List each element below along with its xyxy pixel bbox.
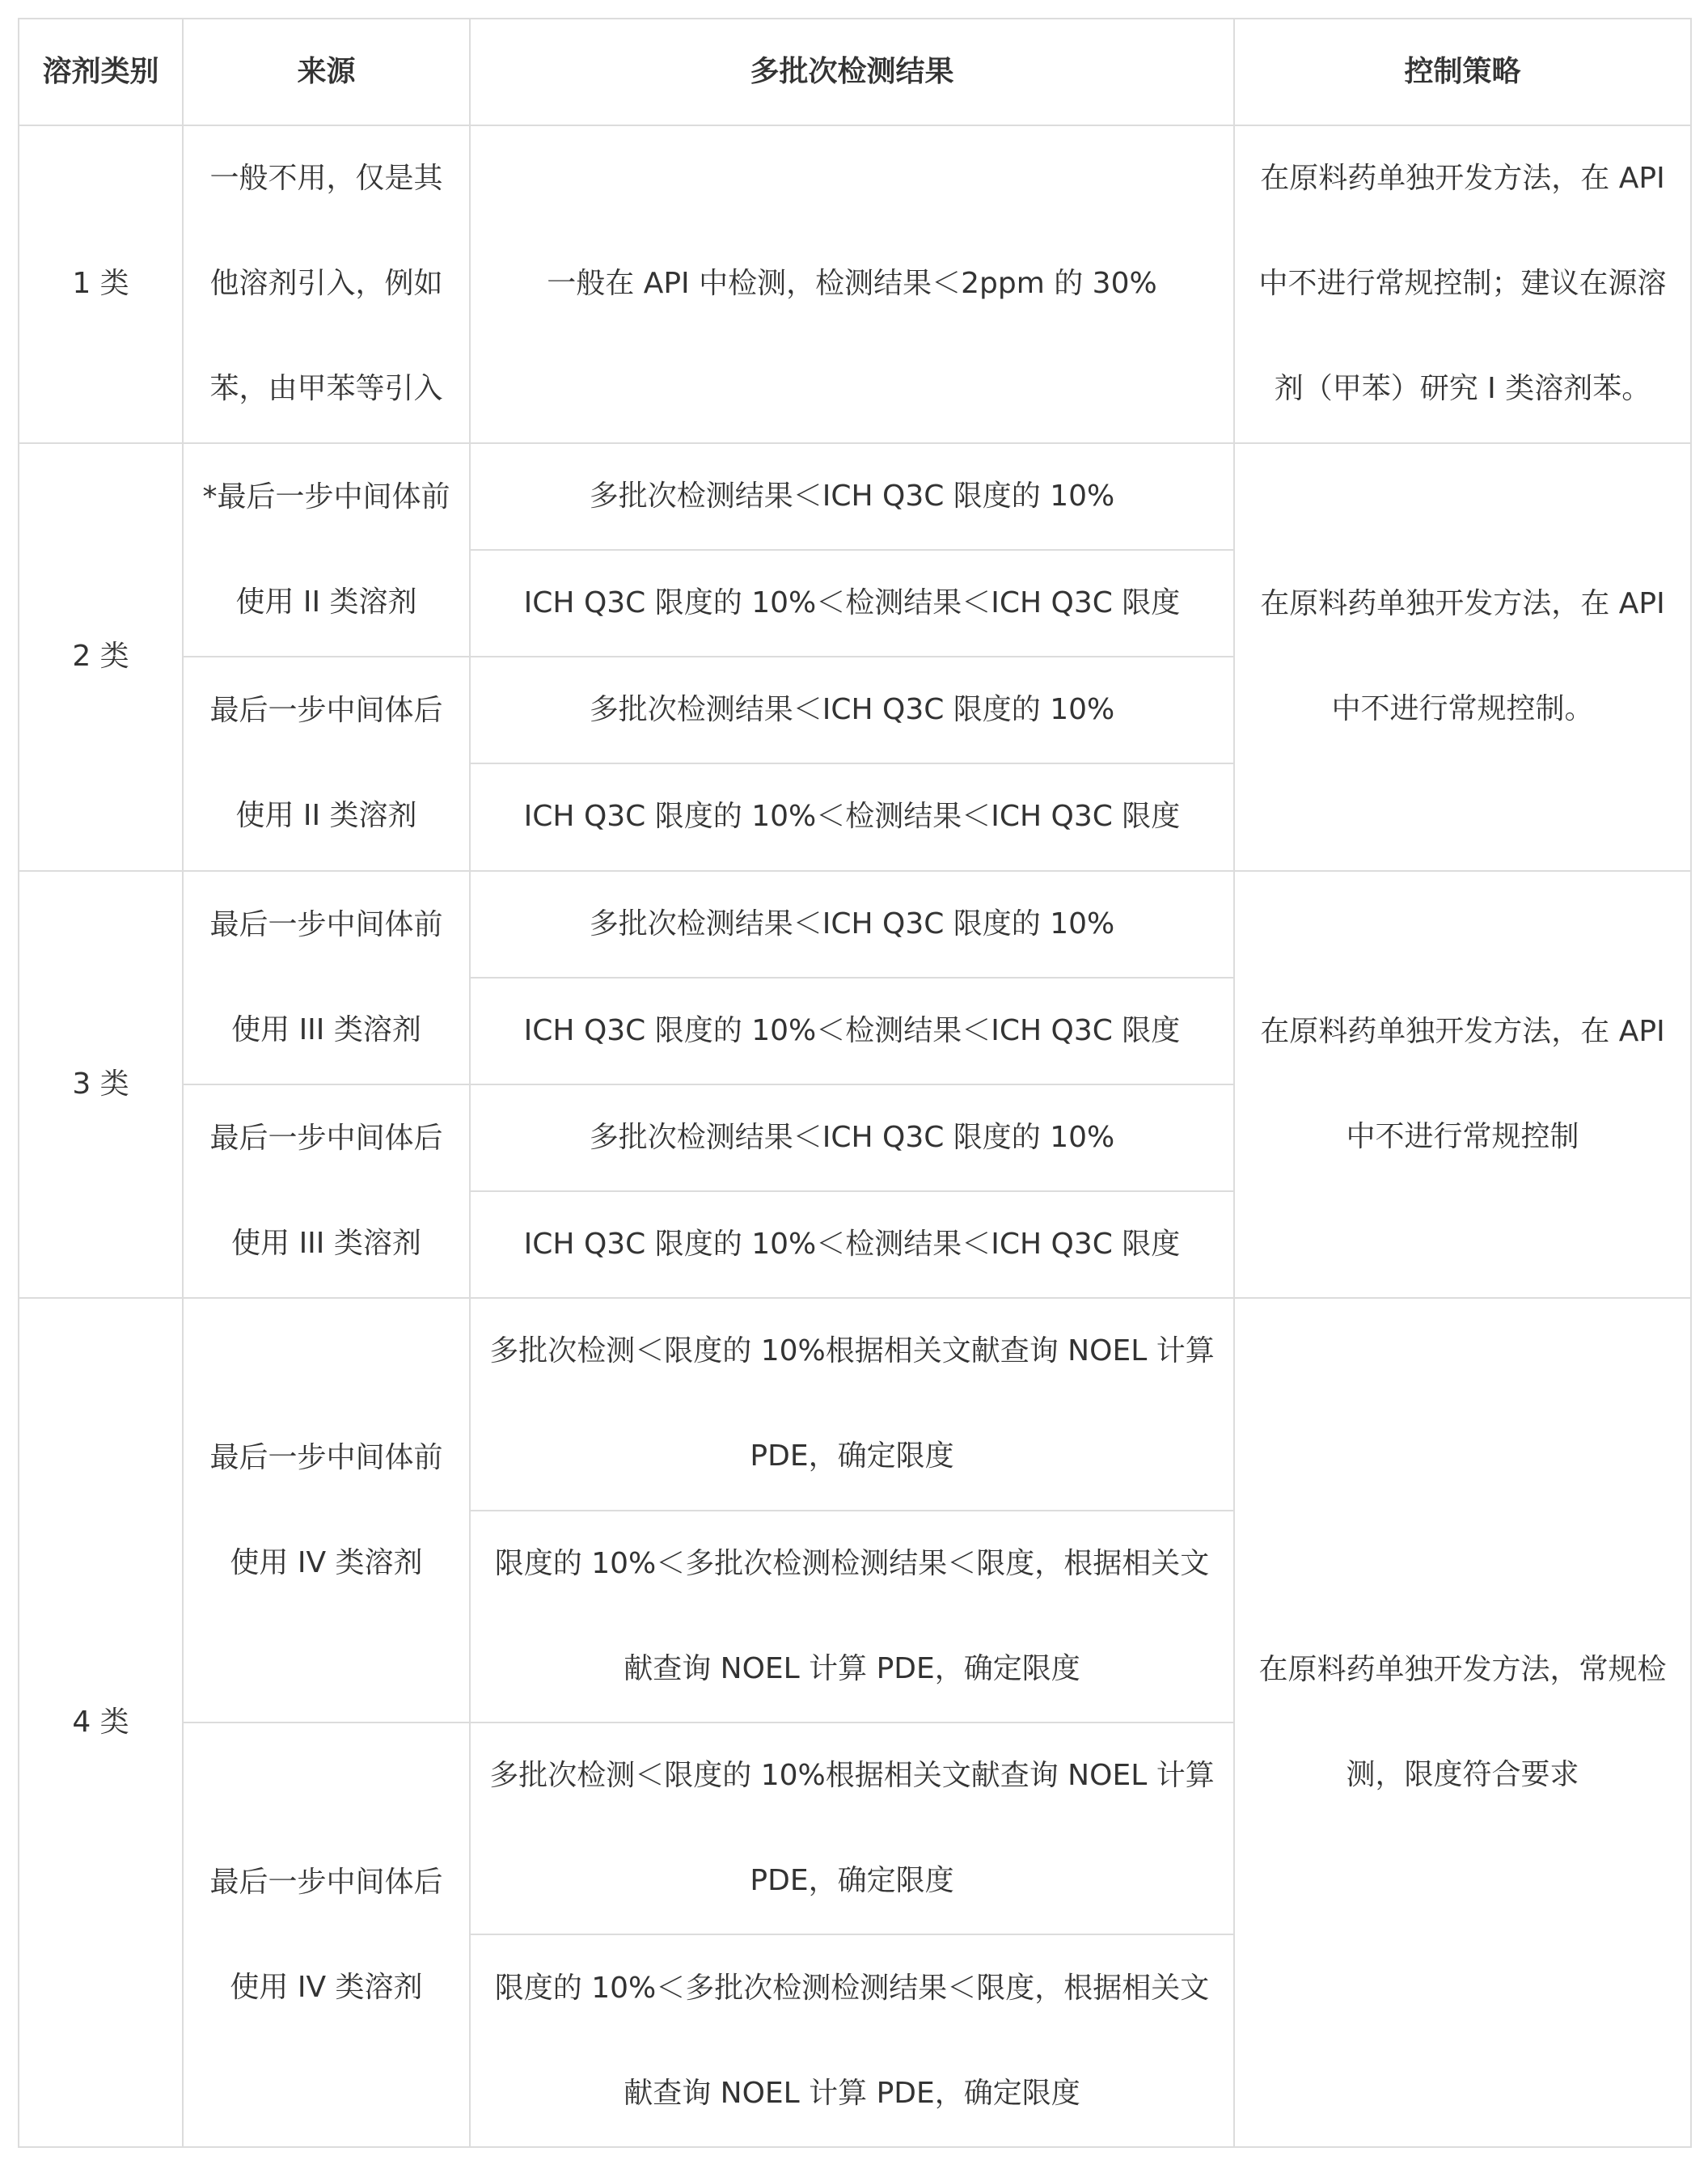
result-cell: ICH Q3C 限度的 10%＜检测结果＜ICH Q3C 限度 — [470, 550, 1234, 657]
source-cell: 最后一步中间体前使用 IV 类溶剂 — [183, 1298, 470, 1723]
solvent-control-table — [18, 18, 1692, 2148]
strategy-cell: 在原料药单独开发方法，在 API 中不进行常规控制 — [1234, 871, 1691, 1299]
result-cell: 限度的 10%＜多批次检测检测结果＜限度，根据相关文献查询 NOEL 计算 PDE，确定限度 — [470, 1934, 1234, 2147]
table-row — [19, 443, 1691, 550]
strategy-cell: 在原料药单独开发方法，在 API 中不进行常规控制；建议在源溶剂（甲苯）研究 I 类溶剂苯。 — [1234, 125, 1691, 443]
result-cell: 多批次检测结果＜ICH Q3C 限度的 10% — [470, 657, 1234, 763]
table-row — [19, 871, 1691, 978]
header-category: 溶剂类别 — [19, 19, 183, 125]
strategy-cell: 在原料药单独开发方法，常规检测，限度符合要求 — [1234, 1298, 1691, 2147]
result-cell: 一般在 API 中检测，检测结果＜2ppm 的 30% — [470, 125, 1234, 443]
result-cell: 多批次检测结果＜ICH Q3C 限度的 10% — [470, 443, 1234, 550]
category-cell: 3 类 — [19, 871, 183, 1299]
result-cell: ICH Q3C 限度的 10%＜检测结果＜ICH Q3C 限度 — [470, 1191, 1234, 1298]
result-cell: ICH Q3C 限度的 10%＜检测结果＜ICH Q3C 限度 — [470, 978, 1234, 1084]
source-cell: 最后一步中间体前使用 III 类溶剂 — [183, 871, 470, 1084]
header-results: 多批次检测结果 — [470, 19, 1234, 125]
category-cell: 2 类 — [19, 443, 183, 871]
result-cell: 多批次检测＜限度的 10%根据相关文献查询 NOEL 计算 PDE，确定限度 — [470, 1298, 1234, 1510]
source-cell: 最后一步中间体后使用 II 类溶剂 — [183, 657, 470, 870]
header-row — [19, 19, 1691, 125]
header-source: 来源 — [183, 19, 470, 125]
source-cell: 一般不用，仅是其他溶剂引入，例如苯，由甲苯等引入 — [183, 125, 470, 443]
category-cell: 4 类 — [19, 1298, 183, 2147]
result-cell: 多批次检测＜限度的 10%根据相关文献查询 NOEL 计算 PDE，确定限度 — [470, 1723, 1234, 1934]
result-cell: ICH Q3C 限度的 10%＜检测结果＜ICH Q3C 限度 — [470, 763, 1234, 870]
result-cell: 限度的 10%＜多批次检测检测结果＜限度，根据相关文献查询 NOEL 计算 PDE，确定限度 — [470, 1511, 1234, 1723]
result-cell: 多批次检测结果＜ICH Q3C 限度的 10% — [470, 1084, 1234, 1191]
table-row — [19, 125, 1691, 443]
table-row — [19, 1298, 1691, 1510]
source-cell: *最后一步中间体前使用 II 类溶剂 — [183, 443, 470, 657]
result-cell: 多批次检测结果＜ICH Q3C 限度的 10% — [470, 871, 1234, 978]
strategy-cell: 在原料药单独开发方法，在 API 中不进行常规控制。 — [1234, 443, 1691, 871]
source-cell: 最后一步中间体后使用 III 类溶剂 — [183, 1084, 470, 1298]
header-strategy: 控制策略 — [1234, 19, 1691, 125]
source-cell: 最后一步中间体后使用 IV 类溶剂 — [183, 1723, 470, 2147]
category-cell: 1 类 — [19, 125, 183, 443]
